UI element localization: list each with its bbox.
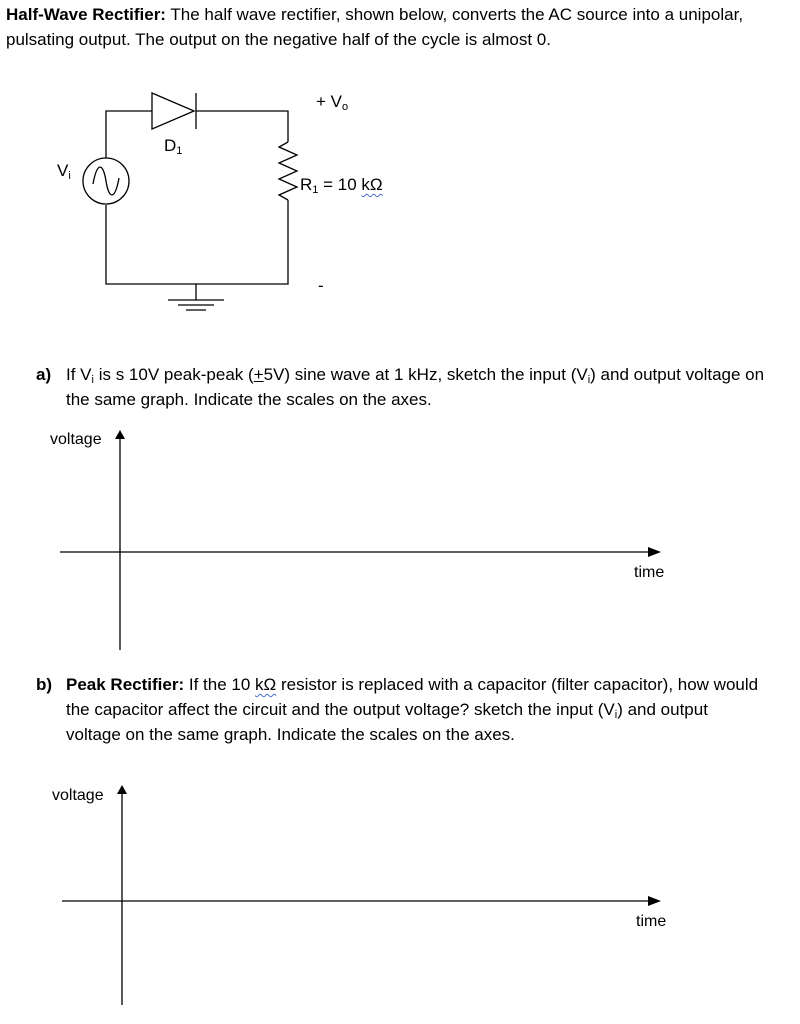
graph-b-x-arrow bbox=[648, 896, 661, 906]
question-a bbox=[36, 362, 766, 412]
graph-a-x-arrow bbox=[648, 547, 661, 557]
resistor-symbol bbox=[279, 142, 297, 200]
label-vo: + $V_o$ bbox=[316, 92, 349, 113]
graph-b-y-label: voltage bbox=[52, 787, 104, 804]
graph-b-y-arrow bbox=[117, 785, 127, 794]
wire-left-top bbox=[106, 111, 152, 158]
question-b bbox=[36, 672, 766, 747]
wire-top-right bbox=[196, 111, 288, 142]
question-b-text: Peak Rectifier: If the 10 kΩ resistor is replaced with a capacitor (filter capacitor), how would the capacitor affect the circuit and the output voltage? sketch the input $(V_i)$ and output voltage on the same graph. Indicate the scales on the axes. bbox=[66, 675, 759, 744]
graph-b bbox=[0, 780, 800, 1010]
graph-b-x-label: time bbox=[636, 913, 667, 930]
graph-a bbox=[0, 425, 800, 655]
wire-right-bottom bbox=[106, 200, 288, 284]
intro-text: The half wave rectifier, shown below, converts the AC source into a unipolar, pulsating output. The output on the negative half of the cycle is almost 0. bbox=[6, 5, 744, 49]
question-b-label: b) bbox=[36, 675, 53, 694]
intro-title: Half-Wave Rectifier: bbox=[6, 5, 166, 24]
ac-source-sine bbox=[93, 167, 119, 195]
label-d1: $D_1$ bbox=[164, 136, 183, 157]
question-a-label: a) bbox=[36, 365, 52, 384]
graph-a-x-label: time bbox=[634, 564, 665, 581]
intro-paragraph bbox=[6, 2, 776, 52]
half-wave-rectifier-circuit bbox=[0, 80, 440, 320]
graph-a-y-arrow bbox=[115, 430, 125, 439]
label-minus: - bbox=[318, 276, 324, 295]
question-a-text: If $V_i$ is s 10V peak-peak (+5V) sine wave at 1 kHz, sketch the input $(V_i)$ and output voltage on the same graph. Indicate the scales on the axes. bbox=[66, 365, 765, 409]
diode-symbol bbox=[152, 93, 194, 129]
label-r1: $R_1 = 10$ kΩ bbox=[300, 175, 383, 196]
graph-a-y-label: voltage bbox=[50, 431, 102, 448]
label-vi: $V_i$ bbox=[57, 161, 71, 182]
